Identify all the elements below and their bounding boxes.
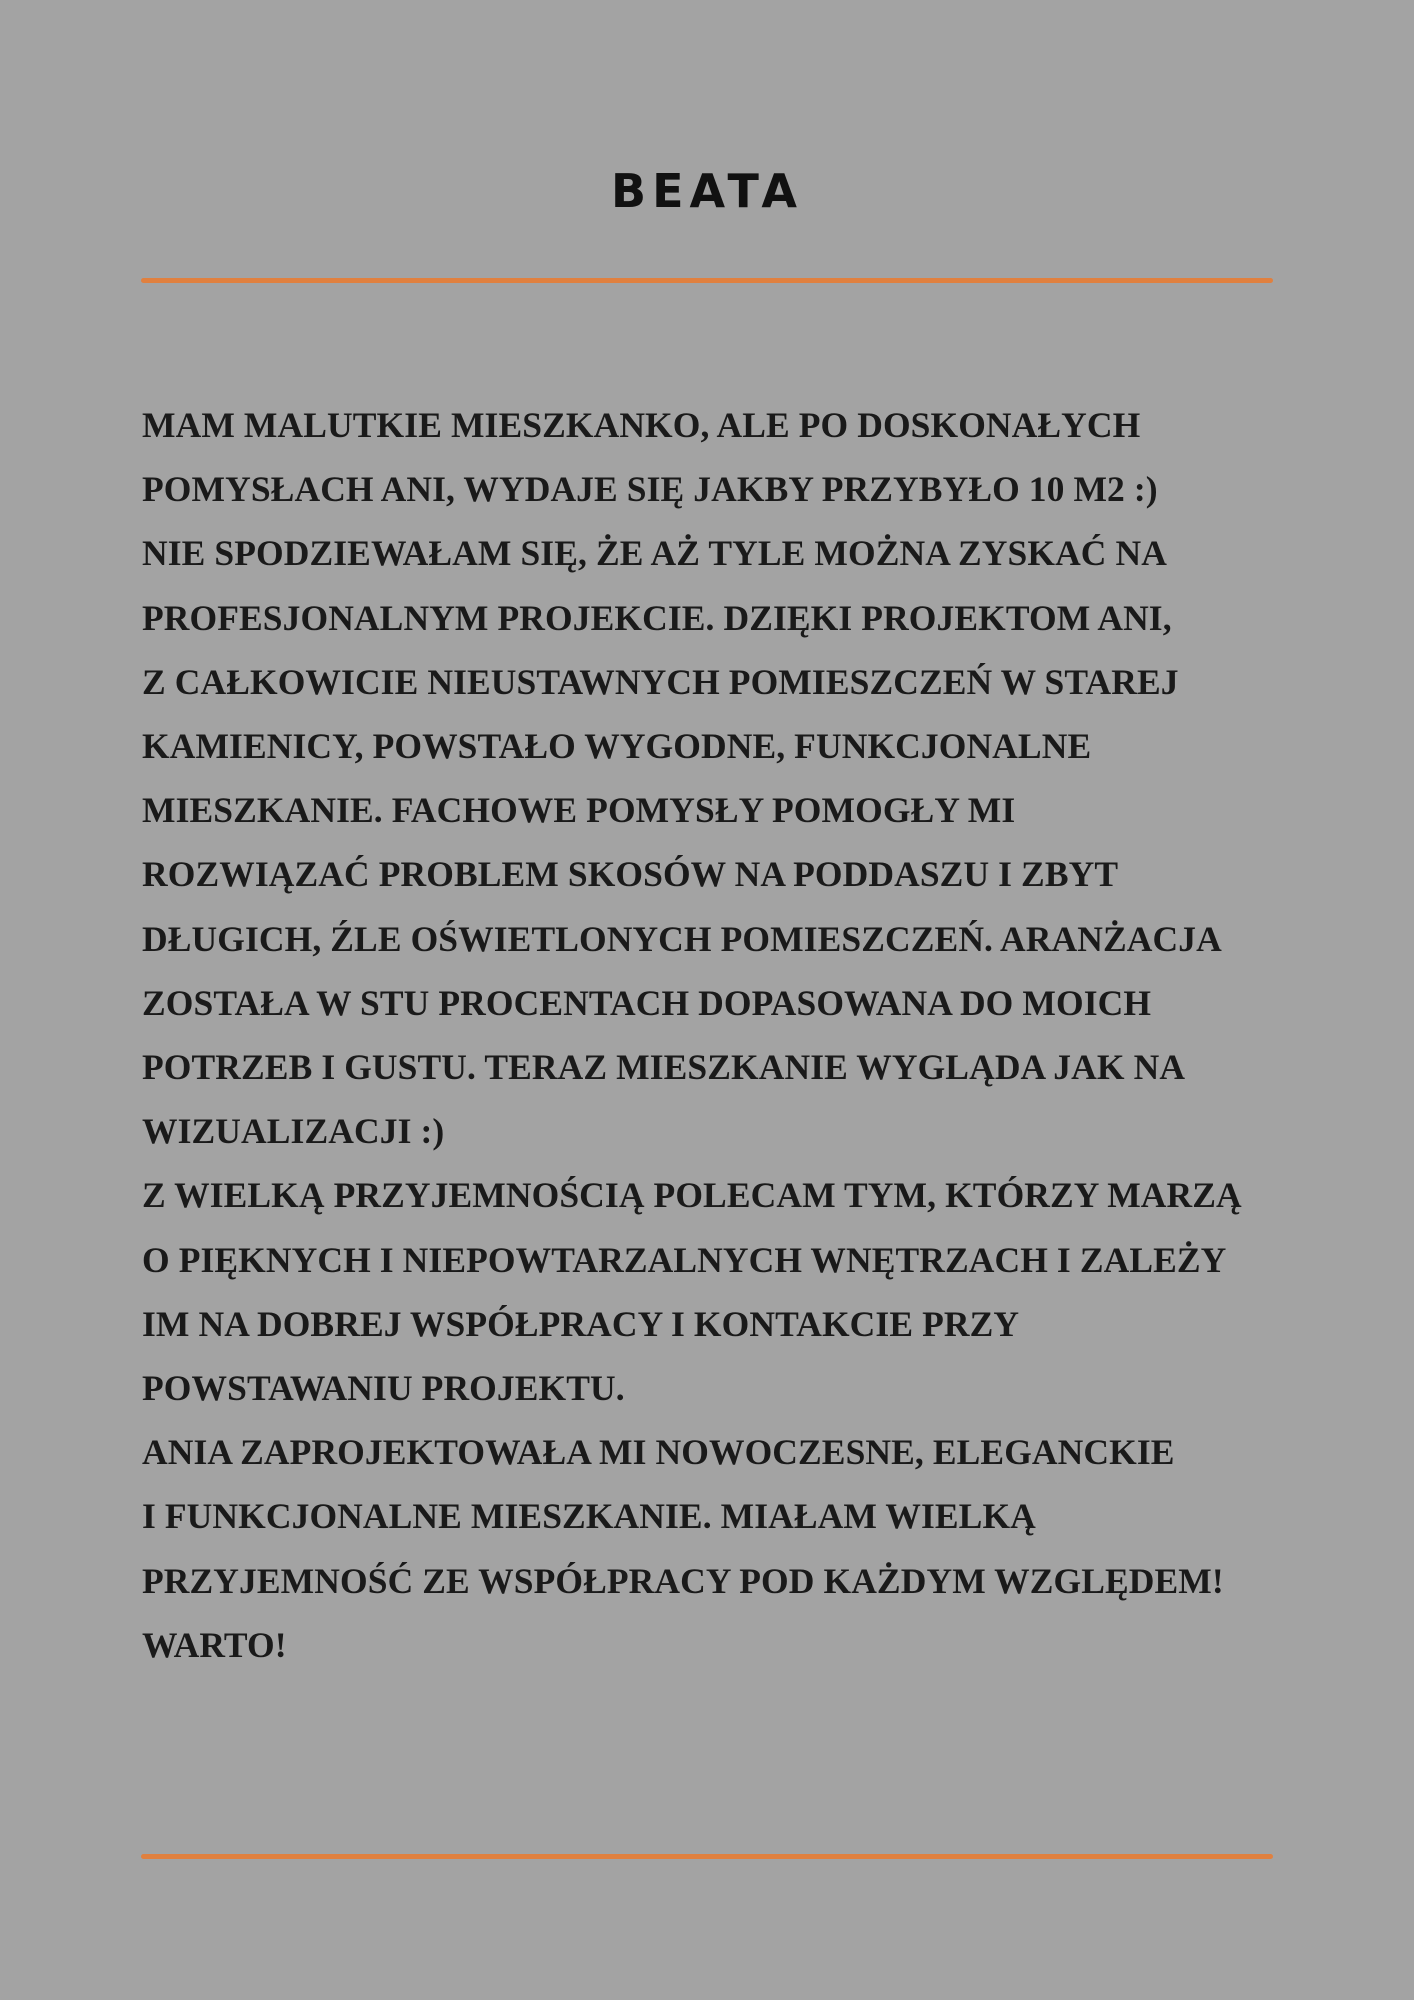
text-line: I FUNKCJONALNE MIESZKANIE. MIAŁAM WIELKĄ <box>142 1496 1036 1537</box>
text-line: IM NA DOBREJ WSPÓŁPRACY I KONTAKCIE PRZY <box>142 1303 1020 1344</box>
text-line: DŁUGICH, ŹLE OŚWIETLONYCH POMIESZCZEŃ. ARANŻACJA <box>142 918 1222 959</box>
text-line: O PIĘKNYCH I NIEPOWTARZALNYCH WNĘTRZACH I ZALEŻY <box>142 1239 1227 1280</box>
top-divider <box>141 278 1273 283</box>
text-line: MIESZKANIE. FACHOWE POMYSŁY POMOGŁY MI <box>142 790 1016 831</box>
text-line: KAMIENICY, POWSTAŁO WYGODNE, FUNKCJONALNE <box>142 726 1092 767</box>
text-line: ZOSTAŁA W STU PROCENTACH DOPASOWANA DO MOICH <box>142 982 1152 1023</box>
text-line: NIE SPODZIEWAŁAM SIĘ, ŻE AŻ TYLE MOŻNA ZYSKAĆ NA <box>142 533 1167 574</box>
page-title: BEATA <box>611 164 803 218</box>
text-line: WARTO! <box>142 1624 287 1665</box>
text-line: WIZUALIZACJI :) <box>142 1111 445 1152</box>
testimonial-text <box>142 393 1302 1677</box>
bottom-divider <box>141 1854 1273 1859</box>
text-line: ROZWIĄZAĆ PROBLEM SKOSÓW NA PODDASZU I ZBYT <box>142 854 1119 895</box>
text-line: POTRZEB I GUSTU. TERAZ MIESZKANIE WYGLĄDA JAK NA <box>142 1047 1186 1088</box>
text-line: MAM MALUTKIE MIESZKANKO, ALE PO DOSKONAŁYCH <box>142 405 1141 445</box>
text-line: POMYSŁACH ANI, WYDAJE SIĘ JAKBY PRZYBYŁO 10 M2 :) <box>142 469 1158 510</box>
text-line: Z WIELKĄ PRZYJEMNOŚCIĄ POLECAM TYM, KTÓRZY MARZĄ <box>142 1175 1242 1216</box>
text-line: POWSTAWANIU PROJEKTU. <box>142 1368 625 1409</box>
text-line: PROFESJONALNYM PROJEKCIE. DZIĘKI PROJEKTOM ANI, <box>142 597 1172 638</box>
text-line: PRZYJEMNOŚĆ ZE WSPÓŁPRACY POD KAŻDYM WZGLĘDEM! <box>142 1560 1224 1601</box>
text-line: Z CAŁKOWICIE NIEUSTAWNYCH POMIESZCZEŃ W STAREJ <box>142 661 1179 702</box>
text-line: ANIA ZAPROJEKTOWAŁA MI NOWOCZESNE, ELEGANCKIE <box>142 1432 1175 1473</box>
